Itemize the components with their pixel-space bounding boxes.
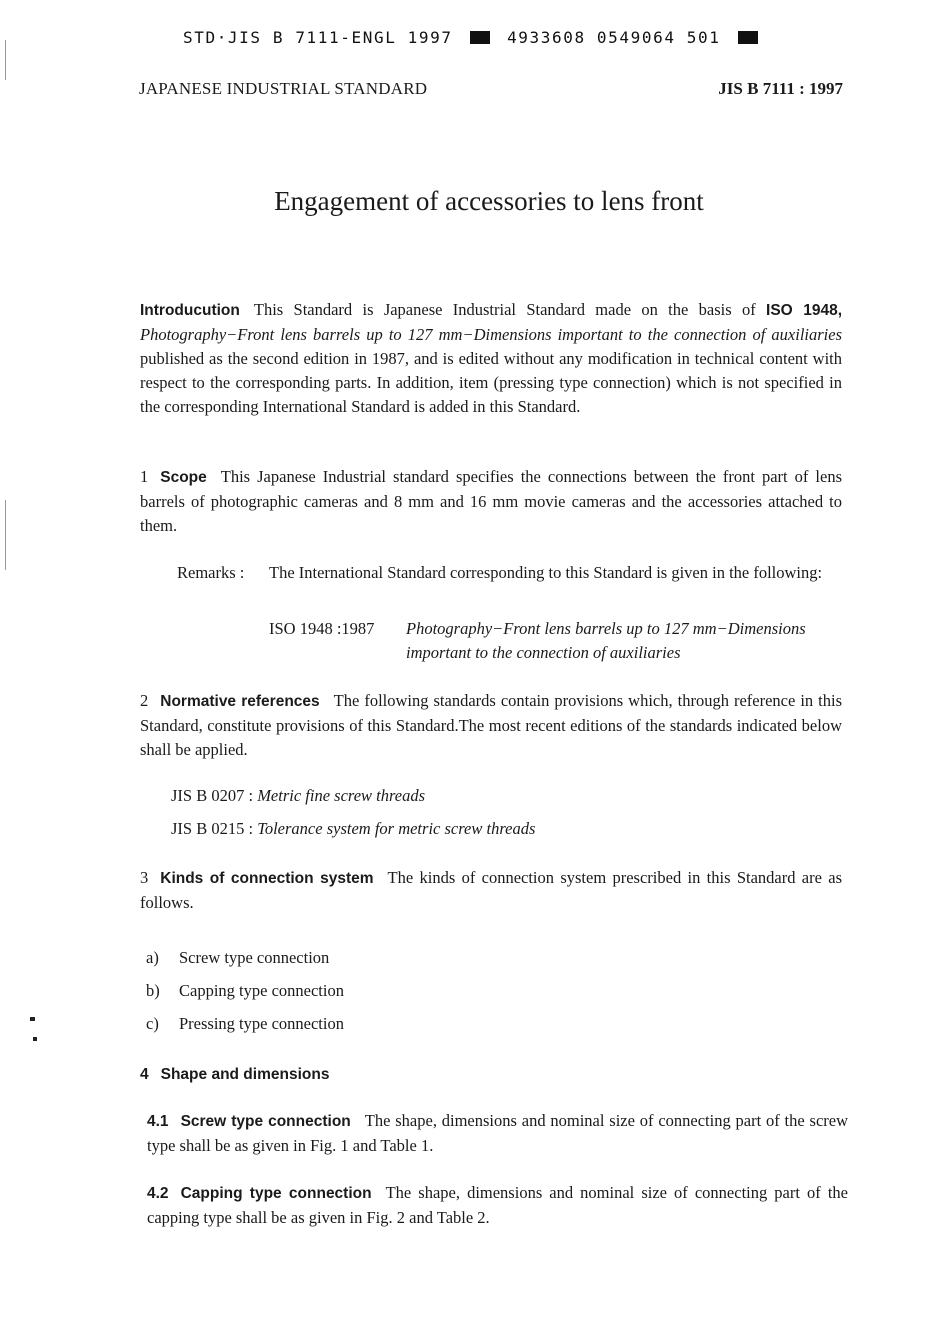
- section-heading-normative: Normative references: [160, 693, 320, 710]
- screw-type-text: The shape, dimensions and nominal size of connecting part of the screw type shall be as given in Fig. 1 and Table 1.: [147, 1111, 849, 1155]
- section-heading-shape: Shape and dimensions: [160, 1066, 330, 1083]
- remarks-text: The International Standard corresponding to this Standard is given in the following:: [269, 563, 823, 582]
- reference-item: [171, 819, 535, 839]
- barcode-block-icon: [738, 31, 758, 44]
- iso-reference: ISO 1948,: [766, 302, 843, 319]
- subsection-number: 4.1: [147, 1113, 169, 1130]
- scan-artifact: [30, 1017, 35, 1021]
- reference-title: Tolerance system for metric screw threads: [257, 819, 536, 838]
- subsection-heading-screw: Screw type connection: [180, 1113, 351, 1130]
- screw-type-paragraph: [147, 1109, 848, 1158]
- scope-paragraph: [140, 465, 842, 538]
- stamp-code: STD·JIS B 7111-ENGL 1997: [183, 28, 453, 47]
- iso-title: Photography−Front lens barrels up to 127 mm−Dimensions important to the connection of auxiliaries: [140, 325, 842, 344]
- capping-type-text: The shape, dimensions and nominal size of connecting part of the capping type shall be as given in Fig. 2 and Table 2.: [147, 1183, 848, 1227]
- remarks-label: Remarks :: [177, 563, 245, 582]
- list-item-text: Pressing type connection: [179, 1014, 344, 1033]
- section-heading-scope: Scope: [160, 469, 207, 486]
- stamp-serial: 4933608 0549064 501: [507, 28, 721, 47]
- scan-artifact: [5, 500, 6, 570]
- scope-text: This Japanese Industrial standard specifies the connections between the front part of lens barrels of photographic cameras and 8 mm and 16 mm movie cameras and the accessories attached to them.: [140, 467, 842, 535]
- remarks-iso-code: ISO 1948 :1987: [269, 619, 375, 638]
- scan-artifact: [5, 40, 6, 80]
- list-marker: a): [146, 948, 159, 967]
- reference-item: [171, 786, 425, 806]
- introduction-text-a: This Standard is Japanese Industrial Standard made on the basis of: [253, 300, 756, 319]
- list-item-text: Capping type connection: [179, 981, 344, 1000]
- introduction-heading: Introducution: [140, 302, 240, 319]
- document-stamp: [183, 28, 764, 47]
- section-number: 3: [140, 868, 149, 887]
- list-item: [146, 948, 329, 968]
- introduction-text-b: published as the second edition in 1987, and is edited without any modification in technical content with respect to the corresponding parts. In addition, item (pressing type connection) which is not specified in the corresponding International Standard is added in this Standard.: [140, 349, 842, 416]
- header-standard-name: JAPANESE INDUSTRIAL STANDARD: [139, 79, 428, 98]
- section-number: 4: [140, 1066, 149, 1083]
- header-standard-number: JIS B 7111 : 1997: [718, 79, 843, 98]
- subsection-number: 4.2: [147, 1185, 169, 1202]
- section-number: 2: [140, 691, 149, 710]
- list-marker: b): [146, 981, 160, 1000]
- normative-references-paragraph: [140, 689, 842, 762]
- kinds-paragraph: [140, 866, 842, 915]
- section-number: 1: [140, 467, 149, 486]
- page-title: Engagement of accessories to lens front: [274, 186, 704, 216]
- introduction-paragraph: [140, 298, 842, 419]
- list-item-text: Screw type connection: [179, 948, 330, 967]
- remarks-iso-title: Photography−Front lens barrels up to 127 mm−Dimensions important to the connection of auxiliaries: [406, 619, 806, 662]
- reference-code: JIS B 0215 :: [171, 819, 254, 838]
- subsection-heading-capping: Capping type connection: [180, 1185, 372, 1202]
- capping-type-paragraph: [147, 1181, 848, 1230]
- barcode-block-icon: [470, 31, 490, 44]
- list-item: [146, 981, 344, 1001]
- kinds-text: The kinds of connection system prescribed in this Standard are as follows.: [140, 868, 842, 912]
- scan-artifact: [33, 1037, 37, 1041]
- list-item: [146, 1014, 344, 1034]
- reference-code: JIS B 0207 :: [171, 786, 254, 805]
- shape-heading-paragraph: [140, 1062, 842, 1087]
- reference-title: Metric fine screw threads: [257, 786, 426, 805]
- normative-text: The following standards contain provisions which, through reference in this Standard, constitute provisions of this Standard.The most recent editions of the standards indicated below shall be applied.: [140, 691, 842, 759]
- section-heading-kinds: Kinds of connection system: [160, 870, 374, 887]
- list-marker: c): [146, 1014, 159, 1033]
